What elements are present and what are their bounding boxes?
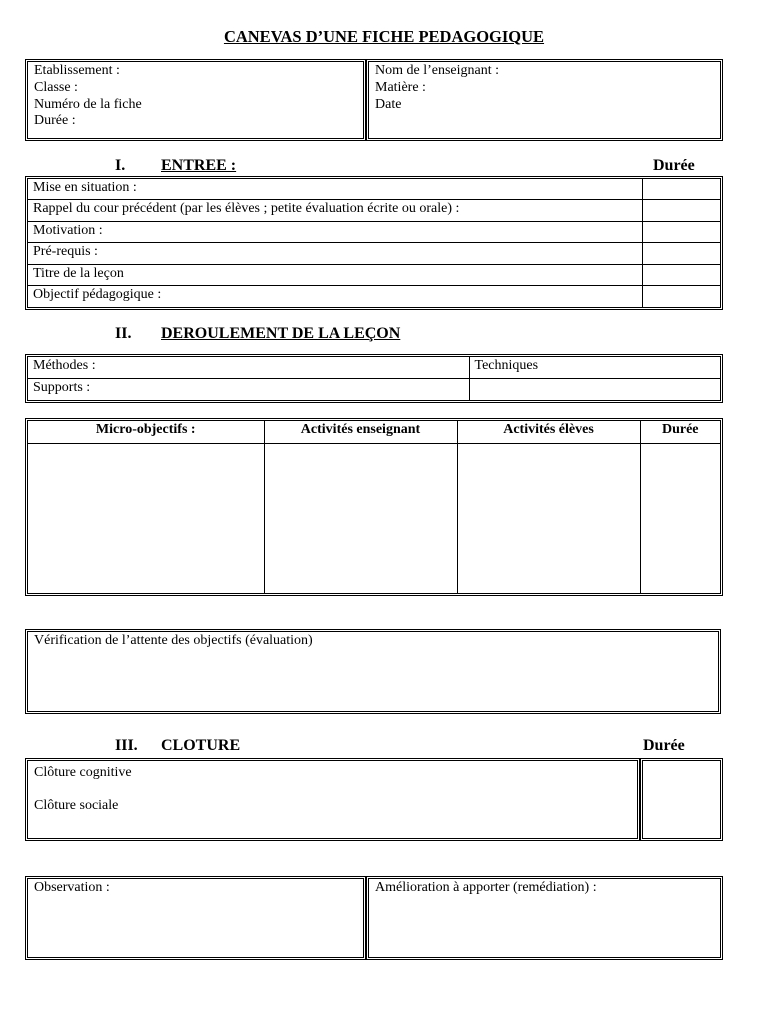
duree-label: Durée : — [34, 113, 76, 129]
mise-en-situation-cell: Mise en situation : — [28, 179, 642, 200]
table-row — [28, 200, 720, 222]
section-3-duration-label: Durée — [643, 737, 685, 754]
prerequis-cell: Pré-requis : — [28, 243, 642, 265]
date-label: Date — [375, 96, 402, 112]
table-row — [28, 379, 720, 401]
techniques-cell: Techniques — [469, 357, 720, 379]
section-2-number: II. — [115, 325, 132, 342]
table-header-row — [28, 421, 720, 443]
amelioration-box — [366, 876, 723, 960]
activites-enseignant-cell — [264, 443, 457, 593]
table-row — [28, 243, 720, 265]
cloture-sociale-label: Clôture sociale — [34, 797, 119, 813]
table-row — [28, 286, 720, 307]
micro-objectifs-header: Micro-objectifs : — [28, 421, 264, 443]
duration-cell — [642, 221, 720, 243]
identification-left-box — [25, 59, 366, 141]
activites-eleves-cell — [457, 443, 640, 593]
section-1-number: I. — [115, 157, 126, 174]
amelioration-label: Amélioration à apporter (remédiation) : — [375, 880, 597, 895]
objectif-cell: Objectif pédagogique : — [28, 286, 642, 307]
supports-cell: Supports : — [28, 379, 469, 401]
enseignant-label: Nom de l’enseignant : — [375, 63, 500, 78]
duration-cell — [642, 243, 720, 265]
cloture-cognitive-label: Clôture cognitive — [34, 765, 132, 780]
entree-table — [25, 176, 723, 310]
duree-header: Durée — [640, 421, 720, 443]
section-3-heading: CLOTURE — [161, 737, 241, 754]
numero-fiche-label: Numéro de la fiche — [34, 96, 142, 112]
duration-cell — [642, 286, 720, 307]
table-row — [28, 179, 720, 200]
section-2-heading: DEROULEMENT DE LA LEÇON — [161, 325, 401, 342]
matiere-label: Matière : — [375, 79, 426, 95]
activities-table — [25, 418, 723, 596]
methods-table — [25, 354, 723, 403]
rappel-cell: Rappel du cour précédent (par les élèves ; petite évaluation écrite ou orale) : — [28, 200, 642, 222]
verification-box — [25, 629, 721, 714]
etablissement-label: Etablissement : — [34, 63, 120, 78]
table-row — [28, 357, 720, 379]
classe-label: Classe : — [34, 79, 78, 95]
observation-label: Observation : — [34, 880, 110, 895]
table-row — [28, 221, 720, 243]
table-row — [28, 443, 720, 593]
section-1-heading: ENTREE : — [161, 157, 237, 174]
section-3-number: III. — [115, 737, 138, 754]
observation-box — [25, 876, 366, 960]
micro-objectifs-cell — [28, 443, 264, 593]
cloture-box — [25, 758, 640, 841]
activites-enseignant-header: Activités enseignant — [264, 421, 457, 443]
table-row — [28, 264, 720, 286]
identification-right-box — [366, 59, 723, 141]
duration-cell — [642, 264, 720, 286]
verification-label: Vérification de l’attente des objectifs (évaluation) — [34, 633, 313, 648]
cloture-duration-box — [640, 758, 723, 841]
section-1-duration-label: Durée — [653, 157, 695, 174]
supports-value-cell — [469, 379, 720, 401]
page-title: CANEVAS D’UNE FICHE PEDAGOGIQUE — [223, 27, 545, 46]
titre-lecon-cell: Titre de la leçon — [28, 264, 642, 286]
methodes-cell: Méthodes : — [28, 357, 469, 379]
duree-cell — [640, 443, 720, 593]
duration-cell — [642, 200, 720, 222]
motivation-cell: Motivation : — [28, 221, 642, 243]
duration-cell — [642, 179, 720, 200]
activites-eleves-header: Activités élèves — [457, 421, 640, 443]
